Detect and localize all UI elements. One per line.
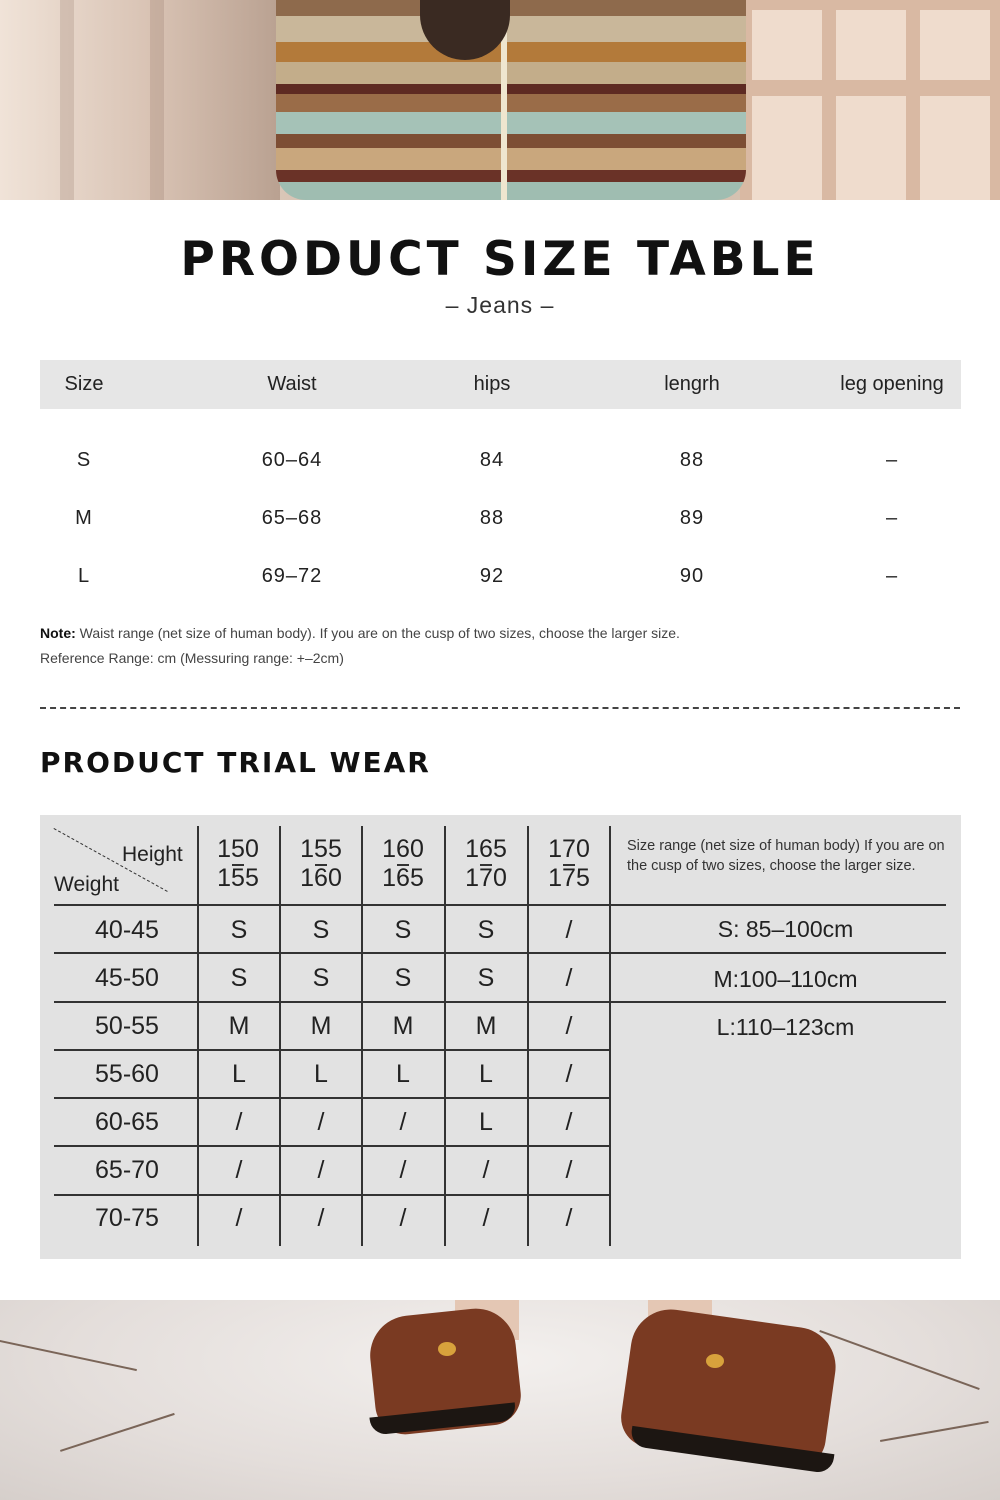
trial-size-cell: S bbox=[312, 916, 330, 944]
weight-label: 45-50 bbox=[95, 964, 159, 992]
background-window bbox=[740, 0, 1000, 200]
row-length: 88 bbox=[679, 449, 705, 471]
size-table-title: PRODUCT SIZE TABLE bbox=[180, 232, 820, 287]
row-hips: 88 bbox=[479, 507, 505, 529]
corner-height-label: Height bbox=[122, 843, 183, 866]
weight-label: 65-70 bbox=[95, 1156, 159, 1184]
header-length: lengrh bbox=[664, 373, 720, 395]
row-size: M bbox=[75, 507, 93, 529]
right-loafer-emblem bbox=[706, 1354, 724, 1368]
row-length: 89 bbox=[679, 507, 705, 529]
size-table-row bbox=[40, 449, 961, 479]
weight-label: 40-45 bbox=[95, 916, 159, 944]
weight-label: 50-55 bbox=[95, 1012, 159, 1040]
weight-label: 70-75 bbox=[95, 1204, 159, 1232]
height-column-header: 170 175 bbox=[548, 835, 590, 892]
trial-size-cell: S bbox=[477, 964, 495, 992]
trial-size-cell: L bbox=[396, 1060, 410, 1088]
size-table-row bbox=[40, 507, 961, 537]
trial-size-cell: M bbox=[392, 1012, 414, 1040]
height-column-header: 165 170 bbox=[465, 835, 507, 892]
size-table-header bbox=[40, 360, 961, 409]
note-label: Note: bbox=[40, 625, 76, 641]
trial-size-cell: S bbox=[394, 964, 412, 992]
header-leg-opening: leg opening bbox=[840, 373, 944, 395]
row-leg-opening: – bbox=[885, 507, 899, 529]
section-divider bbox=[40, 707, 960, 709]
trial-size-cell: L bbox=[232, 1060, 246, 1088]
row-length: 90 bbox=[679, 565, 705, 587]
row-waist: 65–68 bbox=[261, 507, 323, 529]
bottom-shoes-photo bbox=[0, 1300, 1000, 1500]
trial-size-cell: / bbox=[565, 916, 573, 944]
trial-size-cell: S bbox=[394, 916, 412, 944]
background-wall bbox=[0, 0, 280, 200]
trial-size-cell: S bbox=[477, 916, 495, 944]
trial-size-cell: L bbox=[314, 1060, 328, 1088]
trial-size-cell: / bbox=[399, 1156, 407, 1184]
height-column-header: 150 155 bbox=[217, 835, 259, 892]
trial-size-cell: / bbox=[565, 1156, 573, 1184]
trial-size-cell: / bbox=[235, 1156, 243, 1184]
row-hips: 92 bbox=[479, 565, 505, 587]
size-range-s: S: 85–100cm bbox=[717, 916, 854, 942]
trial-wear-title: PRODUCT TRIAL WEAR bbox=[40, 746, 431, 779]
trial-size-cell: M bbox=[475, 1012, 497, 1040]
striped-sweater bbox=[276, 0, 746, 200]
trial-size-cell: / bbox=[482, 1156, 490, 1184]
trial-size-cell: / bbox=[399, 1204, 407, 1232]
trial-size-cell: / bbox=[565, 1012, 573, 1040]
row-hips: 84 bbox=[479, 449, 505, 471]
trial-size-cell: S bbox=[312, 964, 330, 992]
trial-size-cell: / bbox=[565, 1060, 573, 1088]
trial-size-cell: / bbox=[317, 1156, 325, 1184]
row-leg-opening: – bbox=[885, 565, 899, 587]
size-table-row bbox=[40, 565, 961, 595]
trial-size-cell: / bbox=[235, 1204, 243, 1232]
trial-size-cell: S bbox=[230, 916, 248, 944]
header-hips: hips bbox=[473, 373, 511, 395]
height-column-header: 155 160 bbox=[300, 835, 342, 892]
row-leg-opening: – bbox=[885, 449, 899, 471]
trial-size-cell: / bbox=[482, 1204, 490, 1232]
header-waist: Waist bbox=[267, 373, 317, 395]
row-waist: 69–72 bbox=[261, 565, 323, 587]
size-table-subtitle: – Jeans – bbox=[445, 292, 555, 318]
row-waist: 60–64 bbox=[261, 449, 323, 471]
height-column-header: 160 165 bbox=[382, 835, 424, 892]
trial-size-cell: / bbox=[235, 1108, 243, 1136]
size-range-m: M:100–110cm bbox=[713, 966, 858, 992]
trial-size-cell: / bbox=[565, 1204, 573, 1232]
trial-size-cell: S bbox=[230, 964, 248, 992]
size-range-l: L:110–123cm bbox=[716, 1014, 855, 1040]
left-loafer-emblem bbox=[438, 1342, 456, 1356]
row-size: S bbox=[76, 449, 92, 471]
header-size: Size bbox=[64, 373, 104, 395]
trial-size-cell: / bbox=[317, 1108, 325, 1136]
weight-label: 55-60 bbox=[95, 1060, 159, 1088]
reference-range-note: Reference Range: cm (Messuring range: +–2cm) bbox=[40, 650, 344, 666]
top-model-photo bbox=[0, 0, 1000, 200]
trial-size-cell: / bbox=[565, 1108, 573, 1136]
trial-size-cell: L bbox=[479, 1060, 493, 1088]
trial-size-cell: L bbox=[479, 1108, 493, 1136]
trial-size-cell: / bbox=[565, 964, 573, 992]
trial-size-cell: / bbox=[399, 1108, 407, 1136]
note-text: Waist range (net size of human body). If you are on the cusp of two sizes, choose the larger size. bbox=[79, 625, 680, 641]
corner-weight-label: Weight bbox=[54, 873, 119, 896]
size-note bbox=[40, 625, 680, 641]
weight-label: 60-65 bbox=[95, 1108, 159, 1136]
size-range-note: Size range (net size of human body) If you are on the cusp of two sizes, choose the larger size. bbox=[627, 838, 945, 874]
trial-size-cell: M bbox=[228, 1012, 250, 1040]
trial-size-cell: / bbox=[317, 1204, 325, 1232]
trial-size-cell: M bbox=[310, 1012, 332, 1040]
row-size: L bbox=[77, 565, 91, 587]
